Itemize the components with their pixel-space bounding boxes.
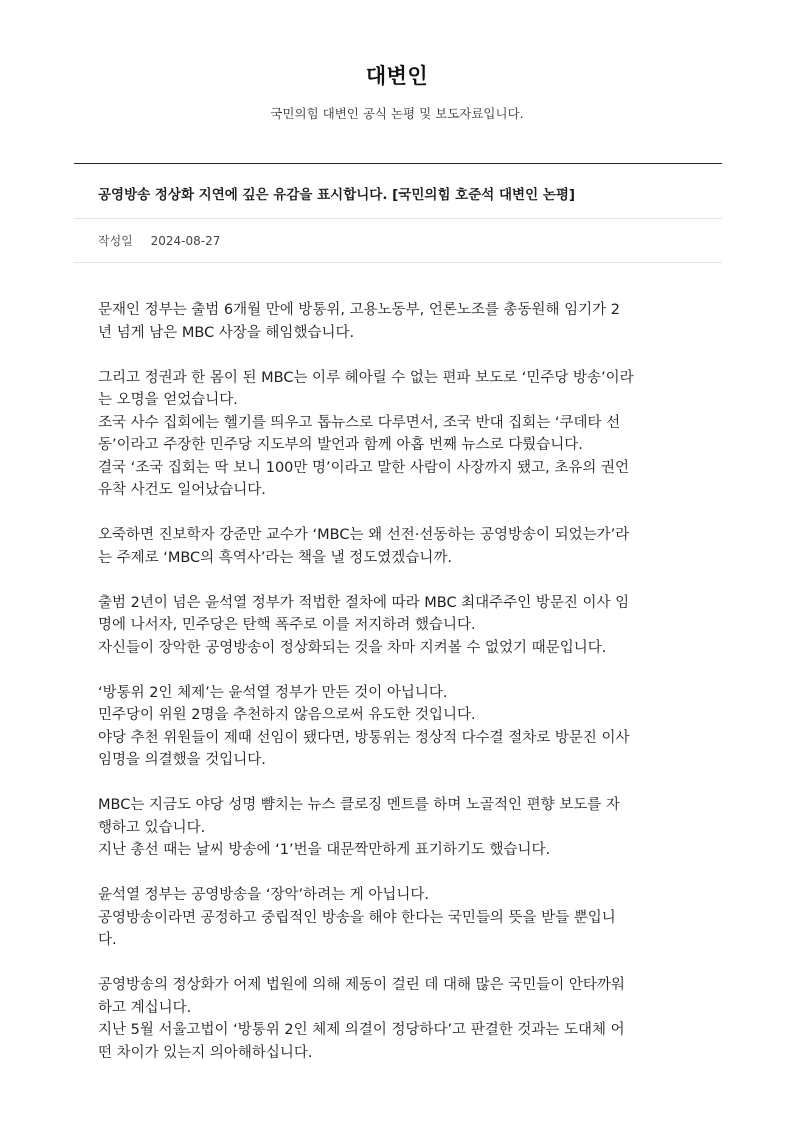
body-line: 민주당이 위원 2명을 추천하지 않음으로써 유도한 것입니다. xyxy=(98,707,476,723)
body-line: 동’이라고 주장한 민주당 지도부의 발언과 함께 아홉 번째 뉴스로 다뤘습니다. xyxy=(98,437,583,453)
body-line: 오죽하면 진보학자 강준만 교수가 ‘MBC는 왜 선전·선동하는 공영방송이 되었는가’라 xyxy=(98,527,630,543)
post-body xyxy=(98,299,698,1087)
body-line: 지난 5월 서울고법이 ‘방통위 2인 체제 의결이 정당하다’고 판결한 것과는 도대체 어 xyxy=(98,1022,625,1038)
page-subtitle: 국민의힘 대변인 공식 논평 및 보도자료입니다. xyxy=(270,106,524,121)
body-paragraph xyxy=(98,884,698,952)
post-meta xyxy=(98,232,220,249)
post-title: 공영방송 정상화 지연에 깊은 유감을 표시합니다. [국민의힘 호준석 대변인 논평] xyxy=(98,187,576,203)
post-date: 2024-08-27 xyxy=(150,234,221,248)
body-line: 결국 ‘조국 집회는 딱 보니 100만 명’이라고 말한 사람이 사장까지 됐고, 초유의 권언 xyxy=(98,459,630,476)
body-line: 자신들이 장악한 공영방송이 정상화되는 것을 차마 지켜볼 수 없었기 때문입니다. xyxy=(98,639,607,656)
header-divider xyxy=(74,163,722,164)
body-line: 임명을 의결했을 것입니다. xyxy=(98,752,266,768)
body-line: 떤 차이가 있는지 의아해하십니다. xyxy=(98,1044,313,1061)
body-line: 년 넘게 남은 MBC 사장을 해임했습니다. xyxy=(98,324,355,341)
body-line: MBC는 지금도 야당 성명 뺨치는 뉴스 클로징 멘트를 하며 노골적인 편향 보도를 자 xyxy=(98,797,620,813)
body-line: 하고 계십니다. xyxy=(98,999,192,1016)
body-paragraph xyxy=(98,974,698,1064)
body-paragraph xyxy=(98,682,698,772)
body-line: 윤석열 정부는 공영방송을 ‘장악’하려는 게 아닙니다. xyxy=(98,887,430,903)
body-paragraph xyxy=(98,592,698,660)
body-paragraph xyxy=(98,794,698,862)
body-line: 공영방송이라면 공정하고 중립적인 방송을 해야 한다는 국민들의 뜻을 받들 뿐입니 xyxy=(98,909,616,926)
body-line: 명에 나서자, 민주당은 탄핵 폭주로 이를 저지하려 했습니다. xyxy=(98,617,476,633)
body-line: 그리고 정권과 한 몸이 된 MBC는 이루 헤아릴 수 없는 편파 보도로 ‘민주당 방송’이라 xyxy=(98,369,634,386)
body-line: 조국 사수 집회에는 헬기를 띄우고 톱뉴스로 다루면서, 조국 반대 집회는 ‘쿠데타 선 xyxy=(98,414,621,431)
body-line: 야당 추천 위원들이 제때 선임이 됐다면, 방통위는 정상적 다수결 절차로 방문진 이사 xyxy=(98,729,630,746)
body-line: 는 주제로 ‘MBC의 흑역사’라는 책을 낼 정도였겠습니까. xyxy=(98,549,452,566)
body-line: 다. xyxy=(98,932,117,948)
body-paragraph xyxy=(98,299,698,344)
body-line: 행하고 있습니다. xyxy=(98,819,206,836)
body-line: 출범 2년이 넘은 윤석열 정부가 적법한 절차에 따라 MBC 최대주주인 방문진 이사 임 xyxy=(98,594,630,611)
body-paragraph xyxy=(98,367,698,502)
body-line: ‘방통위 2인 체제’는 윤석열 정부가 만든 것이 아닙니다. xyxy=(98,684,448,701)
meta-divider xyxy=(74,262,722,263)
date-label: 작성일 xyxy=(98,234,133,248)
body-line: 지난 총선 때는 날씨 방송에 ‘1’번을 대문짝만하게 표기하기도 했습니다. xyxy=(98,842,551,858)
body-line: 문재인 정부는 출범 6개월 만에 방통위, 고용노동부, 언론노조를 총동원해 임기가 2 xyxy=(98,302,620,318)
body-line: 는 오명을 얻었습니다. xyxy=(98,392,238,408)
title-divider xyxy=(74,218,722,219)
body-paragraph xyxy=(98,524,698,569)
page-title: 대변인 xyxy=(365,64,429,88)
body-line: 공영방송의 정상화가 어제 법원에 의해 제동이 걸린 데 대해 많은 국민들이 안타까워 xyxy=(98,977,625,993)
body-line: 유착 사건도 일어났습니다. xyxy=(98,482,266,498)
